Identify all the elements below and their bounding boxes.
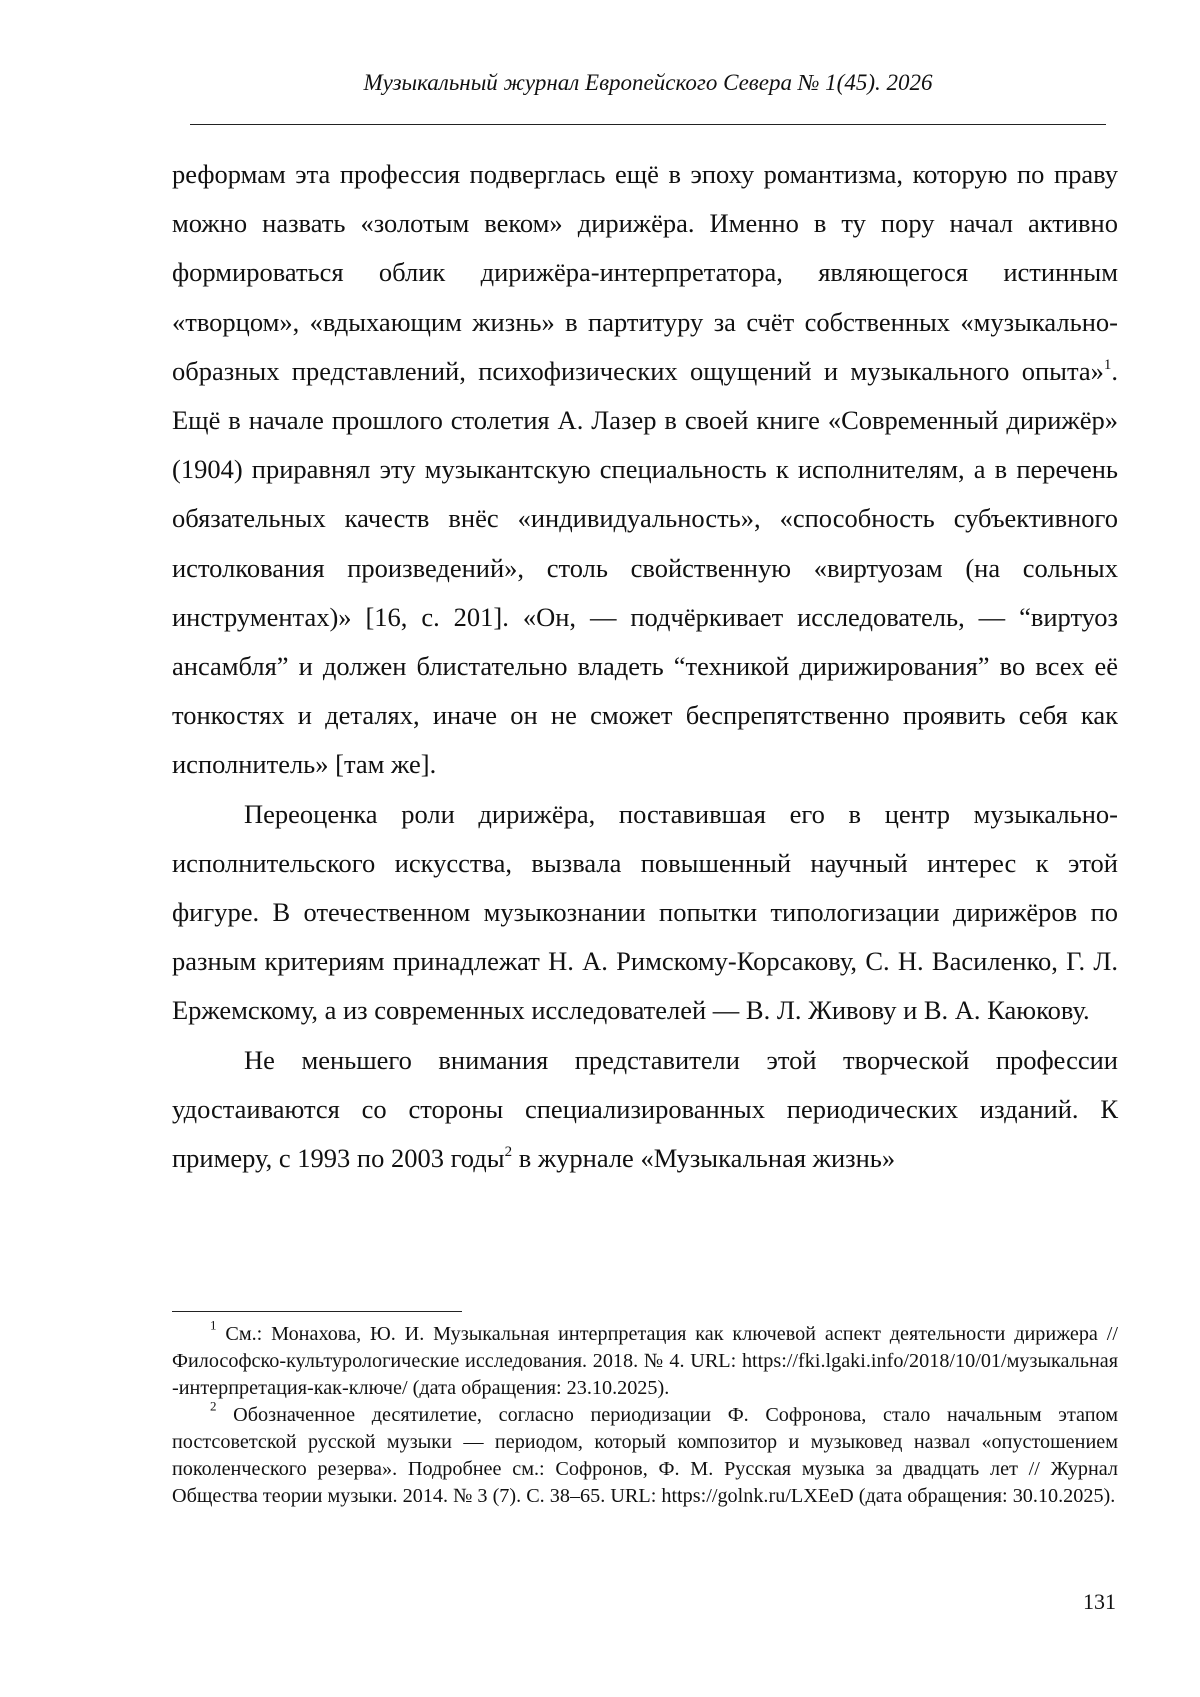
footnote-1-text: См.: Монахова, Ю. И. Музыкальная интерпретация как ключевой аспект деятельности дирижера // Философско-культурологические исследования. 2018. № 4. URL: — [172, 1323, 1118, 1372]
footnote-1-url[interactable]: https://fki.lgaki.info/2018/10/01/музыкальная-интерпретация-как-ключе/ — [172, 1350, 1118, 1399]
footnote-2-url[interactable]: https://golnk.ru/LXEeD — [661, 1485, 854, 1507]
paragraph-1-text-b: . Ещё в начале прошлого столетия А. Лазер в своей книге «Современный дирижёр» (1904) приравнял эту музыкантскую специальность к исполнителям, а в перечень обязательных качеств внёс «индивидуальность», «способность субъективного истолкования произведений», столь свойственную «виртуозам (на сольных инструментах)» [16, с. 201]. «Он, — подчёркивает исследователь, — “виртуоз ансамбля” и должен блистательно владеть “техникой дирижирования” во всех её тонкостях и деталях, иначе он не сможет беспрепятственно проявить себя как исполнитель» [там же]. — [172, 355, 1118, 780]
footnotes — [172, 1317, 1118, 1510]
footnote-1-date: (дата обращения: 23.10.2025). — [407, 1377, 670, 1399]
footnote-1 — [172, 1317, 1118, 1402]
main-text — [172, 150, 1118, 1183]
paragraph-3-text-a: Не меньшего внимания представители этой творческой профессии удостаиваются со стороны специализированных периодических изданий. К примеру, с 1993 по 2003 годы — [172, 1044, 1118, 1174]
paragraph-1 — [172, 150, 1118, 790]
footnote-2-date: (дата обращения: 30.10.2025). — [853, 1485, 1116, 1507]
footnote-1-mark: 1 — [210, 1317, 217, 1333]
footnote-ref-2[interactable]: 2 — [504, 1143, 513, 1160]
header-rule — [190, 124, 1106, 125]
paragraph-3-text-b: в журнале «Музыкальная жизнь» — [512, 1143, 896, 1174]
footnote-2 — [172, 1398, 1118, 1510]
running-header: Музыкальный журнал Европейского Севера № 1(45). 2026 — [363, 70, 933, 95]
footnote-2-text: Обозначенное десятилетие, согласно периодизации Ф. Софронова, стало начальным этапом постсоветской русской музыки — периодом, который композитор и музыковед назвал «опустошением поколенческого резерва». Подробнее см.: Софронов, Ф. М. Русская музыка за двадцать лет // Журнал Общества теории музыки. 2014. № 3 (7). С. 38–65. URL: — [172, 1404, 1118, 1507]
paragraph-2: Переоценка роли дирижёра, поставившая его в центр музыкально-исполнительского искусства, вызвала повышенный научный интерес к этой фигуре. В отечественном музыкознании попытки типологизации дирижёров по разным критериям принадлежат Н. А. Римскому-Корсакову, С. Н. Василенко, Г. Л. Ержемскому, а из современных исследователей — В. Л. Живову и В. А. Каюкову. — [172, 798, 1118, 1026]
footnote-2-mark: 2 — [210, 1398, 217, 1414]
paragraph-3 — [172, 1036, 1118, 1184]
page-number: 131 — [1083, 1589, 1116, 1614]
footnote-separator — [172, 1311, 462, 1312]
paragraph-1-text-a: реформам эта профессия подверглась ещё в эпоху романтизма, которую по праву можно назвать «золотым веком» дирижёра. Именно в ту пору начал активно формироваться облик дирижёра-интерпретатора, являющегося истинным «творцом», «вдыхающим жизнь» в партитуру за счёт собственных «музыкально-образных представлений, психофизических ощущений и музыкального опыта» — [172, 159, 1118, 386]
footnote-ref-1[interactable]: 1 — [1103, 356, 1112, 373]
